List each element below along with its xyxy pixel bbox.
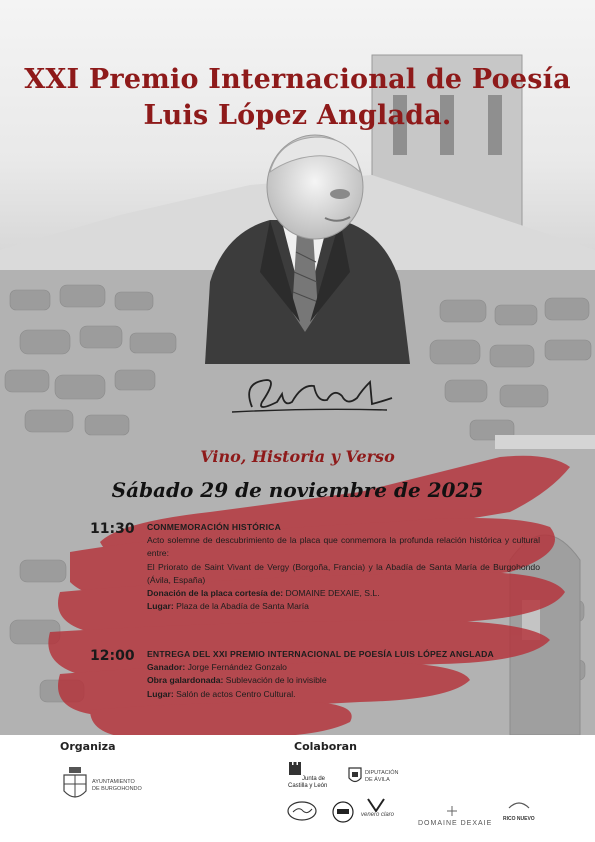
- work-label: Obra galardonada:: [147, 675, 224, 686]
- event-donation: [147, 587, 540, 600]
- domaine-dexaie-logo: [418, 801, 492, 827]
- rico-nuevo-text: RICO NUEVO: [503, 816, 535, 822]
- venero-claro-logo: [361, 797, 395, 818]
- event-heading: CONMEMORACIÓN HISTÓRICA: [147, 522, 281, 532]
- colaboran-label: Colaboran: [294, 740, 357, 753]
- place-label: Lugar:: [147, 688, 174, 699]
- event-body: [147, 521, 540, 613]
- subtitle: Vino, Historia y Verso: [200, 447, 395, 466]
- event-heading: ENTREGA DEL XXI PREMIO INTERNACIONAL DE POESÍA LUIS LÓPEZ ANGLADA: [147, 649, 494, 659]
- event-description: Acto solemne de descubrimiento de la placa que conmemora la profunda relación histórica y cultural entre:: [147, 535, 540, 559]
- junta-line2: Castilla y León: [288, 783, 328, 789]
- event-date: Sábado 29 de noviembre de 2025: [111, 478, 484, 502]
- organiza-label: Organiza: [60, 740, 116, 753]
- signature-image: [222, 372, 397, 420]
- domaine-text: DOMAINE DEXAIE: [418, 820, 493, 827]
- coat-of-arms-icon: [62, 767, 88, 803]
- footer-sponsors: [0, 735, 595, 842]
- work-value: Sublevación de lo invisible: [223, 675, 327, 686]
- round-seal-icon: [332, 801, 354, 823]
- wine-label-icon: [287, 801, 317, 821]
- event-winner: [147, 661, 540, 674]
- junta-logo: [288, 761, 328, 789]
- diputacion-line1: DIPUTACIÓN: [365, 770, 399, 776]
- event-time: 12:00: [90, 648, 135, 664]
- event-place: [147, 600, 540, 613]
- ayuntamiento-line2: DE BURGOHONDO: [92, 786, 142, 792]
- shield-icon: [348, 767, 362, 785]
- castle-lion-icon: [288, 761, 302, 777]
- venero-claro-text: venero claro: [361, 812, 395, 818]
- junta-line1: Junta de: [302, 776, 326, 782]
- place-value: Salón de actos Centro Cultural.: [173, 688, 296, 699]
- wine-label-logo: [287, 801, 317, 825]
- event-time: 11:30: [90, 521, 135, 537]
- winner-label: Ganador:: [147, 662, 186, 673]
- donation-label: Donación de la placa cortesía de:: [147, 588, 284, 599]
- event-body: [147, 648, 540, 701]
- title-line-2: Luis López Anglada.: [143, 100, 452, 131]
- place-value: Plaza de la Abadía de Santa María: [173, 601, 309, 612]
- title-line-1: XXI Premio Internacional de Poesía: [24, 64, 571, 95]
- diputacion-logo: [348, 767, 399, 789]
- event-description-2: El Priorato de Saint Vivant de Vergy (Borgoña, Francia) y la Abadía de Santa María de Burgohondo (Ávila, España): [147, 561, 540, 585]
- cellar-logo: [332, 801, 354, 827]
- place-label: Lugar:: [147, 601, 174, 612]
- ayuntamiento-line1: AYUNTAMIENTO: [92, 779, 135, 785]
- v-mark-icon: [367, 798, 385, 812]
- event-work: [147, 674, 540, 687]
- portrait-illustration: [200, 132, 410, 364]
- ribbon-icon: [507, 798, 531, 812]
- cross-mark-icon: [446, 806, 458, 816]
- winner-value: Jorge Fernández Gonzalo: [185, 662, 287, 673]
- rico-nuevo-logo: [503, 797, 535, 822]
- ayuntamiento-logo: [62, 767, 142, 807]
- donation-value: DOMAINE DEXAIE, S.L.: [283, 588, 380, 599]
- diputacion-line2: DE ÁVILA: [365, 777, 390, 783]
- event-place: [147, 688, 540, 701]
